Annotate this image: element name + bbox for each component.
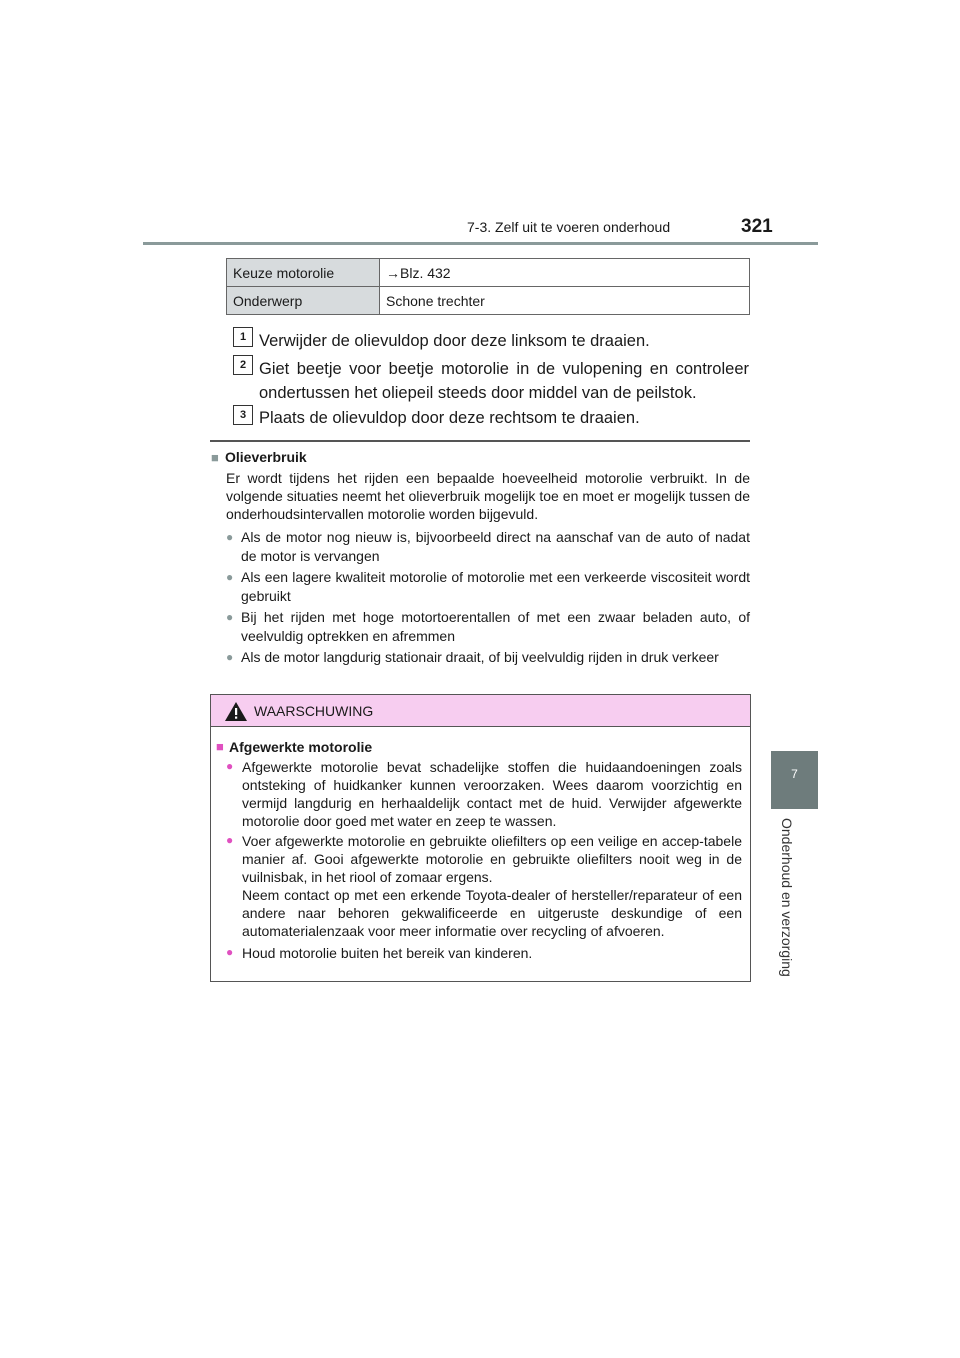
list-item: Als de motor langdurig stationair draait, of bij veelvuldig rijden in druk verkeer: [241, 649, 719, 665]
section-intro: Er wordt tijdens het rijden een bepaalde hoeveelheid motorolie verbruikt. In de volgende situaties neemt het olieverbruik mogelijk toe en moet er mogelijk tussen de onderhoudsintervallen motorolie worden bijgevuld.: [226, 470, 750, 522]
spec-table: [226, 258, 750, 315]
table-row: [227, 259, 750, 287]
circle-bullet-icon: ●: [226, 570, 234, 584]
section-header: 7-3. Zelf uit te voeren onderhoud: [467, 219, 671, 235]
header-divider: [143, 242, 818, 245]
warning-box: [210, 694, 751, 982]
step-text: Giet beetje voor beetje motorolie in de vulopening en controleer ondertussen het oliepeil steeds door middel van de peilstok.: [259, 360, 749, 402]
circle-bullet-icon: ●: [226, 530, 234, 544]
chapter-label: Onderhoud en verzorging: [779, 818, 795, 977]
warning-item: Voer afgewerkte motorolie en gebruikte oliefilters op een veilige en accep-tabele manier af. Gooi afgewerkte motorolie en gebruikte oliefilters nooit weg in de vuilnisbak, in het riool of zomaar ergens.: [242, 833, 742, 885]
step-text: Plaats de olievuldop door deze rechtsom te draaien.: [259, 409, 640, 427]
warning-title: WAARSCHUWING: [254, 703, 374, 719]
circle-bullet-icon: ●: [226, 610, 234, 624]
warning-subtitle: Afgewerkte motorolie: [229, 739, 373, 755]
list-item: Als de motor nog nieuw is, bijvoorbeeld direct na aanschaf van de auto of nadat de motor is vervangen: [241, 529, 750, 564]
warning-item: Houd motorolie buiten het bereik van kinderen.: [242, 945, 533, 961]
step-text: Verwijder de olievuldop door deze linksom te draaien.: [259, 332, 650, 350]
section-title: Olieverbruik: [225, 449, 307, 465]
section-divider: [210, 440, 750, 442]
table-cell-value: →Blz. 432: [380, 259, 750, 287]
step-number-badge: 2: [233, 355, 253, 375]
warning-triangle-icon: [225, 702, 247, 721]
step-number-badge: 3: [233, 405, 253, 425]
circle-bullet-icon: ●: [226, 945, 234, 959]
step-number-badge: 1: [233, 327, 253, 347]
list-item: Als een lagere kwaliteit motorolie of motorolie met een verkeerde viscositeit wordt gebruikt: [241, 569, 750, 604]
circle-bullet-icon: ●: [226, 650, 234, 664]
table-row: [227, 287, 750, 315]
square-bullet-icon: ■: [216, 739, 224, 754]
chapter-tab: 7: [771, 751, 818, 809]
list-item: Bij het rijden met hoge motortoerentallen of met een zwaar beladen auto, of veelvuldig optrekken en afremmen: [241, 609, 750, 644]
page-number: 321: [741, 216, 773, 237]
table-cell-label: Keuze motorolie: [227, 259, 380, 287]
warning-header: [211, 695, 750, 727]
table-cell-label: Onderwerp: [227, 287, 380, 315]
table-cell-value: Schone trechter: [380, 287, 750, 315]
circle-bullet-icon: ●: [226, 759, 234, 773]
warning-item: Afgewerkte motorolie bevat schadelijke stoffen die huidaandoeningen zoals ontsteking of huidkanker kunnen veroorzaken. Wees daarom voorzichtig en vermijd langdurig en herhaaldelijk contact met de huid. Verwijder afgewerkte motorolie door goed met water en zeep te wassen.: [242, 759, 742, 829]
warning-item-continued: Neem contact op met een erkende Toyota-dealer of hersteller/reparateur of een andere naar behoren gekwalificeerde en uitgeruste deskundige of een automaterialenzaak voor meer informatie over recycling of afvoeren.: [242, 887, 742, 939]
square-bullet-icon: ■: [211, 450, 219, 465]
circle-bullet-icon: ●: [226, 833, 234, 847]
